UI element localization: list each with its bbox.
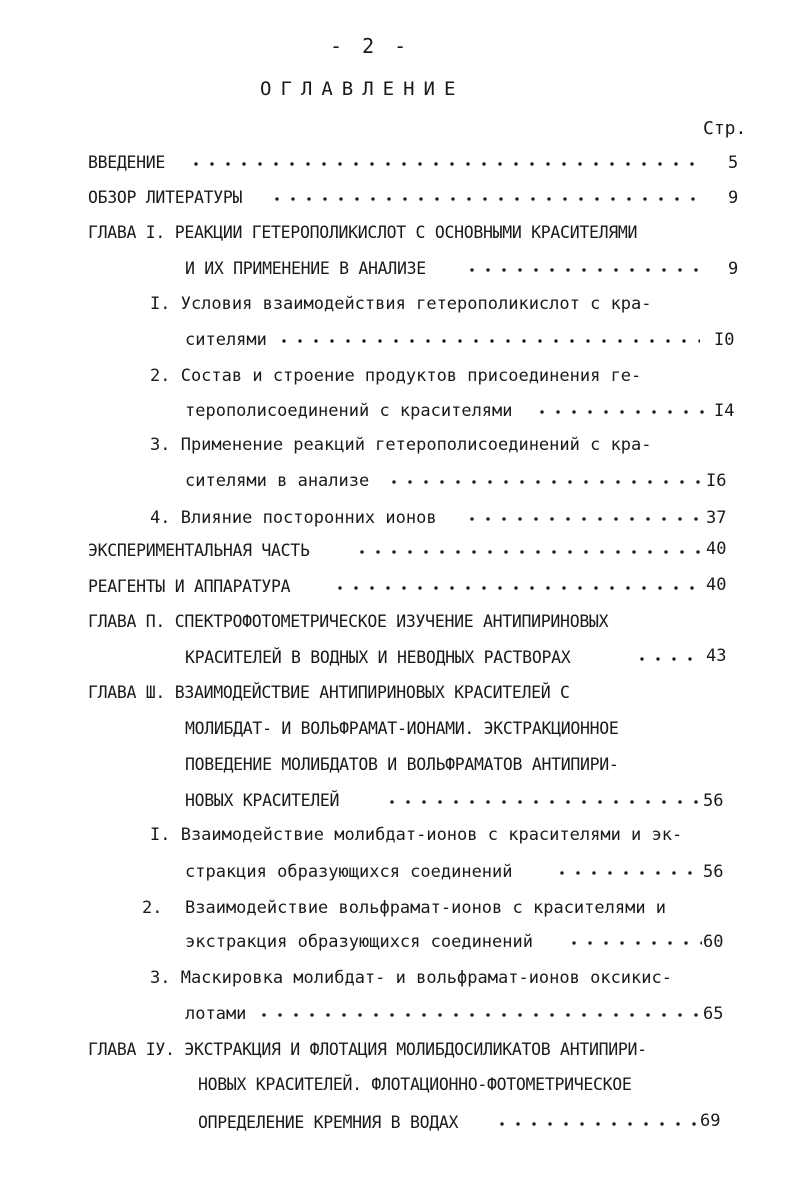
toc-entry-text: КРАСИТЕЛЕЙ В ВОДНЫХ И НЕВОДНЫХ РАСТВОРАХ [185, 648, 571, 667]
dot-leader [194, 162, 702, 166]
toc-page-number: 9 [728, 188, 739, 208]
toc-entry-text: сителями в анализе [185, 471, 370, 491]
toc-entry-text: Взаимодействие вольфрамат-ионов с красителями и [185, 898, 667, 918]
dot-leader [500, 1122, 696, 1126]
dot-leader [392, 480, 702, 484]
dot-leader [282, 339, 700, 343]
dot-leader [275, 197, 702, 201]
toc-entry-text: ГЛАВА Ш. ВЗАИМОДЕЙСТВИЕ АНТИПИРИНОВЫХ КРАСИТЕЛЕЙ С [88, 683, 570, 702]
dot-leader [540, 410, 710, 414]
toc-entry-text: лотами [185, 1004, 247, 1024]
toc-entry-text: экстракция образующихся соединений [185, 932, 533, 952]
dot-leader [262, 1013, 702, 1017]
toc-page-number: 40 [706, 575, 727, 595]
dot-leader [470, 268, 702, 272]
toc-entry-text: сителями [185, 330, 267, 350]
toc-page-number: 69 [700, 1111, 721, 1131]
toc-entry-text: ЭКСПЕРИМЕНТАЛЬНАЯ ЧАСТЬ [88, 541, 310, 560]
dot-leader [360, 550, 702, 554]
dot-leader [560, 871, 702, 875]
toc-page-number: I4 [714, 401, 735, 421]
dot-leader [572, 941, 702, 945]
toc-page-number: 40 [706, 539, 727, 559]
toc-entry-text: И ИХ ПРИМЕНЕНИЕ В АНАЛИЗЕ [185, 259, 426, 278]
toc-page-number: 9 [728, 259, 739, 279]
toc-entry-text: ГЛАВА I. РЕАКЦИИ ГЕТЕРОПОЛИКИСЛОТ С ОСНОВНЫМИ КРАСИТЕЛЯМИ [88, 223, 638, 242]
toc-entry-text: ГЛАВА IУ. ЭКСТРАКЦИЯ И ФЛОТАЦИЯ МОЛИБДОСИЛИКАТОВ АНТИПИРИ- [88, 1040, 647, 1059]
toc-entry-text: 3. Маскировка молибдат- и вольфрамат-ионов оксикис- [150, 968, 672, 988]
toc-entry-text: ОБЗОР ЛИТЕРАТУРЫ [88, 188, 243, 207]
page-column-label: Стр. [703, 118, 747, 139]
dot-leader [338, 586, 702, 590]
page-title: ОГЛАВЛЕНИЕ [260, 78, 465, 100]
toc-entry-text: I. Взаимодействие молибдат-ионов с красителями и эк- [150, 825, 683, 845]
page-number: - 2 - [330, 34, 411, 58]
toc-page-number: 56 [703, 791, 724, 811]
toc-page-number: I0 [714, 330, 735, 350]
toc-entry-text: МОЛИБДАТ- И ВОЛЬФРАМАТ-ИОНАМИ. ЭКСТРАКЦИОННОЕ [185, 719, 619, 738]
toc-entry-text: ГЛАВА П. СПЕКТРОФОТОМЕТРИЧЕСКОЕ ИЗУЧЕНИЕ АНТИПИРИНОВЫХ [88, 612, 609, 631]
toc-entry-text: ПОВЕДЕНИЕ МОЛИБДАТОВ И ВОЛЬФРАМАТОВ АНТИПИРИ- [185, 755, 619, 774]
dot-leader [470, 517, 702, 521]
toc-entry-text: I. Условия взаимодействия гетерополикислот с кра- [150, 294, 652, 314]
toc-entry-text: 2. [142, 898, 163, 918]
toc-entry-text: 4. Влияние посторонних ионов [150, 508, 437, 528]
toc-entry-text: 2. Состав и строение продуктов присоединения ге- [150, 366, 642, 386]
toc-page-number: I6 [706, 471, 727, 491]
toc-entry-text: стракция образующихся соединений [185, 862, 513, 882]
toc-entry-text: ОПРЕДЕЛЕНИЕ КРЕМНИЯ В ВОДАХ [198, 1113, 459, 1132]
dot-leader [390, 800, 702, 804]
toc-entry-text: терополисоединений с красителями [185, 401, 513, 421]
toc-entry-text: ВВЕДЕНИЕ [88, 153, 166, 172]
toc-entry-text: НОВЫХ КРАСИТЕЛЕЙ [185, 791, 340, 810]
toc-page-number: 65 [703, 1004, 724, 1024]
toc-page-number: 43 [706, 646, 727, 666]
toc-entry-text: РЕАГЕНТЫ И АППАРАТУРА [88, 577, 291, 596]
toc-page-number: 37 [706, 508, 727, 528]
toc-page-number: 56 [703, 862, 724, 882]
toc-page-number: 5 [728, 153, 739, 173]
dot-leader [640, 657, 702, 661]
toc-page-number: 60 [703, 932, 724, 952]
toc-entry-text: 3. Применение реакций гетерополисоединений с кра- [150, 435, 652, 455]
toc-entry-text: НОВЫХ КРАСИТЕЛЕЙ. ФЛОТАЦИОННО-ФОТОМЕТРИЧЕСКОЕ [198, 1075, 632, 1094]
